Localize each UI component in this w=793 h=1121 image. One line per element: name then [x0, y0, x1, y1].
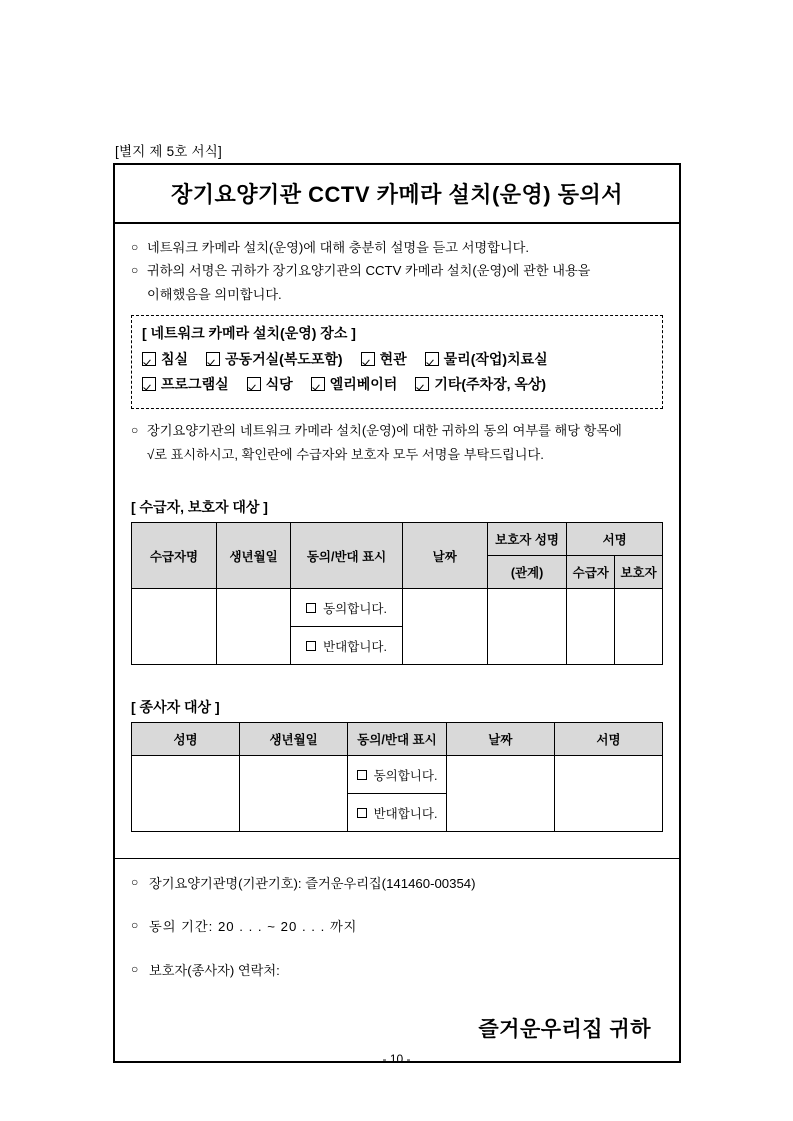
cell-recipient-name[interactable] [132, 589, 217, 665]
cell-option-agree[interactable] [348, 756, 447, 794]
option-disagree-label: 반대합니다. [373, 806, 438, 821]
cell-staff-name[interactable] [132, 756, 240, 832]
option-agree-label: 동의합니다. [323, 601, 387, 616]
checkmark-icon [142, 377, 156, 391]
cell-option-agree[interactable] [291, 589, 403, 627]
checkbox-empty-icon [357, 808, 367, 818]
circle-bullet-icon: ○ [131, 875, 139, 890]
install-place-row-2 [142, 374, 652, 394]
table-row [132, 756, 663, 794]
notice-line-2: √로 표시하시고, 확인란에 수급자와 보호자 모두 서명을 부탁드립니다. [147, 446, 544, 462]
table2-label: [ 종사자 대상 ] [131, 699, 220, 716]
table-header-row [132, 523, 663, 556]
th-staff-agree-mark: 동의/반대 표시 [348, 723, 447, 756]
checkmark-icon [206, 352, 220, 366]
title-band [115, 165, 679, 224]
th-staff-name: 성명 [132, 723, 240, 756]
checkbox-item-other[interactable] [415, 374, 546, 394]
checkbox-item-dining-room[interactable] [247, 374, 293, 394]
table-row [132, 589, 663, 627]
cell-sign-guardian[interactable] [615, 589, 663, 665]
table1-label: [ 수급자, 보호자 대상 ] [131, 499, 268, 516]
checkbox-empty-icon [357, 770, 367, 780]
intro-line-2 [131, 261, 663, 281]
recipient-guardian-table [131, 522, 663, 665]
checkmark-icon [247, 377, 261, 391]
cell-guardian-name[interactable] [487, 589, 567, 665]
checkbox-label: 기타(주차장, 옥상) [434, 376, 547, 393]
page-number: - 10 - [382, 1052, 411, 1066]
staff-table [131, 722, 663, 832]
th-agree-mark: 동의/반대 표시 [291, 523, 403, 589]
checkmark-icon [425, 352, 439, 366]
checkmark-icon [415, 377, 429, 391]
footer-block [115, 858, 679, 1061]
checkmark-icon [361, 352, 375, 366]
intro-line-1 [131, 238, 663, 258]
circle-bullet-icon: ○ [131, 918, 139, 933]
circle-bullet-icon: ○ [131, 263, 139, 278]
checkbox-label: 공동거실(복도포함) [225, 351, 343, 368]
checkbox-item-program-room[interactable] [142, 374, 229, 394]
checkbox-item-elevator[interactable] [311, 374, 398, 394]
cell-option-disagree[interactable] [348, 794, 447, 832]
footer-period-text[interactable]: 동의 기간: 20 . . . ~ 20 . . . 까지 [149, 919, 358, 935]
checkbox-label: 엘리베이터 [329, 376, 398, 393]
th-staff-signature: 서명 [554, 723, 662, 756]
footer-org-text: 장기요양기관명(기관기호): 즐거운우리집(141460-00354) [149, 876, 476, 892]
th-signature: 서명 [567, 523, 663, 556]
th-birth: 생년월일 [216, 523, 290, 589]
checkbox-item-entrance[interactable] [361, 349, 407, 369]
notice-line-1-text: 장기요양기관의 네트워크 카메라 설치(운영)에 대한 귀하의 동의 여부를 해당 항목에 [147, 423, 622, 439]
footer-period-line [131, 916, 663, 935]
circle-bullet-icon: ○ [131, 423, 139, 438]
cell-sign-recipient[interactable] [567, 589, 615, 665]
consent-form [113, 163, 681, 1063]
checkbox-label: 현관 [379, 351, 407, 368]
footer-org-line [131, 873, 663, 892]
footer-contact-line [131, 960, 663, 979]
option-agree-label: 동의합니다. [373, 768, 438, 783]
cell-staff-birth[interactable] [240, 756, 348, 832]
cell-birth[interactable] [216, 589, 290, 665]
checkbox-item-therapy-room[interactable] [425, 349, 548, 369]
table-header-row [132, 723, 663, 756]
circle-bullet-icon: ○ [131, 961, 139, 976]
form-body [115, 224, 679, 844]
install-place-box [131, 315, 663, 409]
checkbox-label: 침실 [161, 351, 189, 368]
th-guardian-name: 보호자 성명 [487, 523, 567, 556]
notice-line-1 [131, 421, 663, 441]
install-place-row-1 [142, 349, 652, 369]
th-sign-recipient: 수급자 [567, 556, 615, 589]
form-tag: [별지 제 5호 서식] [115, 144, 222, 159]
checkbox-item-living-room[interactable] [206, 349, 343, 369]
circle-bullet-icon: ○ [131, 240, 139, 254]
th-date: 날짜 [402, 523, 487, 589]
option-disagree-label: 반대합니다. [323, 639, 387, 654]
checkmark-icon [311, 377, 325, 391]
checkbox-item-bedroom[interactable] [142, 349, 188, 369]
cell-staff-signature[interactable] [554, 756, 662, 832]
checkbox-label: 식당 [265, 376, 293, 393]
intro-line-2-cont: 이해했음을 의미합니다. [147, 286, 282, 302]
checkbox-empty-icon [306, 641, 316, 651]
sign-to-line: 즐거운우리집 귀하 [478, 1017, 651, 1041]
th-recipient-name: 수급자명 [132, 523, 217, 589]
page-title: 장기요양기관 CCTV 카메라 설치(운영) 동의서 [170, 182, 624, 207]
cell-option-disagree[interactable] [291, 627, 403, 665]
th-guardian-relation: (관계) [487, 556, 567, 589]
th-sign-guardian: 보호자 [615, 556, 663, 589]
th-staff-birth: 생년월일 [240, 723, 348, 756]
th-staff-date: 날짜 [446, 723, 554, 756]
install-place-heading: [ 네트워크 카메라 설치(운영) 장소 ] [142, 325, 356, 342]
footer-contact-text[interactable]: 보호자(종사자) 연락처: [149, 962, 280, 978]
checkbox-empty-icon [306, 603, 316, 613]
checkmark-icon [142, 352, 156, 366]
cell-staff-date[interactable] [446, 756, 554, 832]
checkbox-label: 물리(작업)치료실 [443, 351, 548, 368]
cell-date[interactable] [402, 589, 487, 665]
intro-line-1-text: 네트워크 카메라 설치(운영)에 대해 충분히 설명을 듣고 서명합니다. [147, 240, 530, 255]
intro-line-2-text: 귀하의 서명은 귀하가 장기요양기관의 CCTV 카메라 설치(운영)에 관한 내용을 [147, 263, 591, 279]
checkbox-label: 프로그램실 [161, 376, 229, 393]
